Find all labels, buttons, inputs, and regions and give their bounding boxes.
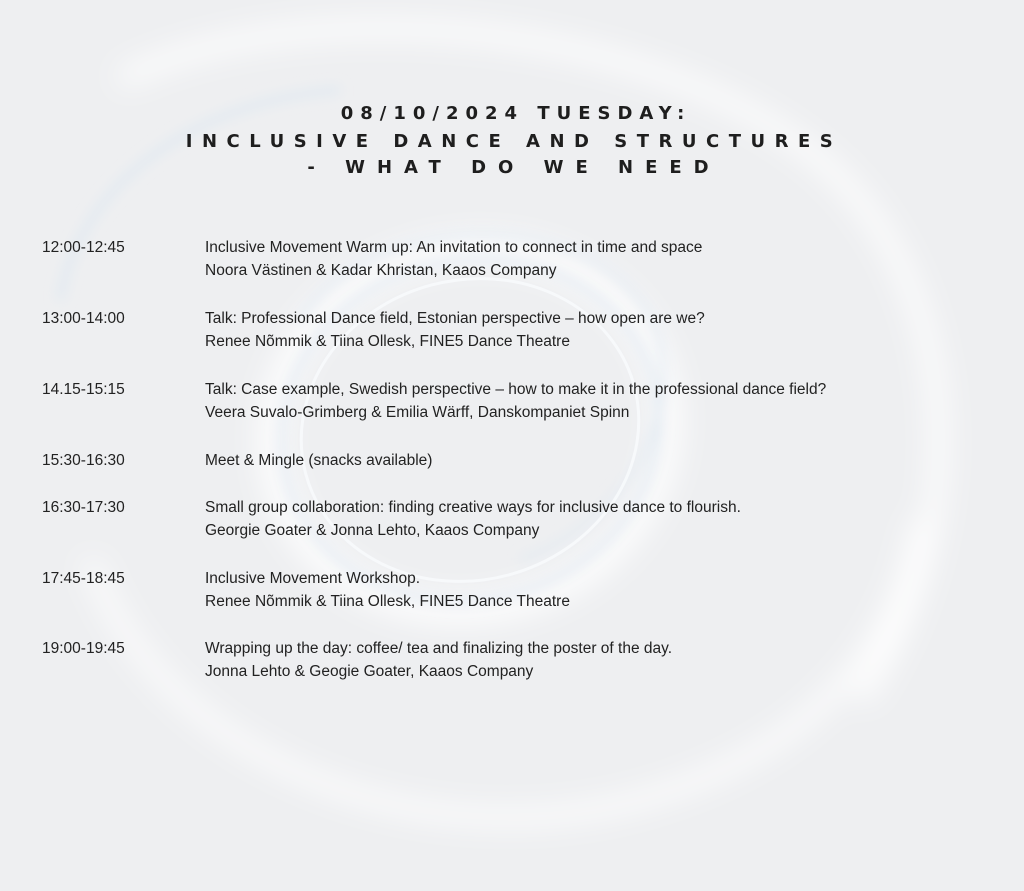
session-presenters: Veera Suvalo-Grimberg & Emilia Wärff, Danskompaniet Spinn (205, 404, 630, 421)
session-time: 12:00-12:45 (42, 239, 125, 256)
session-title: Meet & Mingle (snacks available) (205, 452, 433, 469)
schedule-row (0, 567, 1024, 615)
session-presenters: Georgie Goater & Jonna Lehto, Kaaos Company (205, 522, 540, 539)
page-subtitle: - WHAT DO WE NEED (307, 157, 721, 178)
session-time: 14.15-15:15 (42, 381, 125, 398)
page-title-date: 08/10/2024 TUESDAY: (340, 103, 692, 124)
session-title: Wrapping up the day: coffee/ tea and finalizing the poster of the day. (205, 640, 673, 657)
schedule-row (0, 378, 1024, 426)
session-presenters: Noora Västinen & Kadar Khristan, Kaaos Company (205, 262, 557, 279)
schedule-row (0, 307, 1024, 355)
schedule-row (0, 449, 1024, 497)
session-time: 17:45-18:45 (42, 570, 125, 587)
session-title: Talk: Case example, Swedish perspective – how to make it in the professional dance field? (205, 381, 827, 398)
session-time: 19:00-19:45 (42, 640, 125, 657)
session-title: Talk: Professional Dance field, Estonian perspective – how open are we? (205, 310, 705, 327)
session-presenters: Renee Nõmmik & Tiina Ollesk, FINE5 Dance Theatre (205, 593, 570, 610)
schedule-row (0, 637, 1024, 685)
session-details (205, 567, 570, 613)
session-title: Small group collaboration: finding creative ways for inclusive dance to flourish. (205, 499, 741, 516)
session-title: Inclusive Movement Warm up: An invitation to connect in time and space (205, 239, 703, 256)
session-details (205, 236, 702, 282)
session-details (205, 449, 432, 472)
session-details (205, 496, 741, 542)
page-title-theme: INCLUSIVE DANCE AND STRUCTURES (185, 131, 843, 152)
session-time: 13:00-14:00 (42, 310, 125, 327)
schedule-row (0, 236, 1024, 284)
schedule-row (0, 496, 1024, 544)
session-presenters: Renee Nõmmik & Tiina Ollesk, FINE5 Dance Theatre (205, 333, 570, 350)
session-details (205, 307, 705, 353)
session-details (205, 378, 826, 424)
session-time: 15:30-16:30 (42, 452, 125, 469)
session-details (205, 637, 672, 683)
session-time: 16:30-17:30 (42, 499, 125, 516)
session-title: Inclusive Movement Workshop. (205, 570, 421, 587)
session-presenters: Jonna Lehto & Geogie Goater, Kaaos Company (205, 663, 534, 680)
